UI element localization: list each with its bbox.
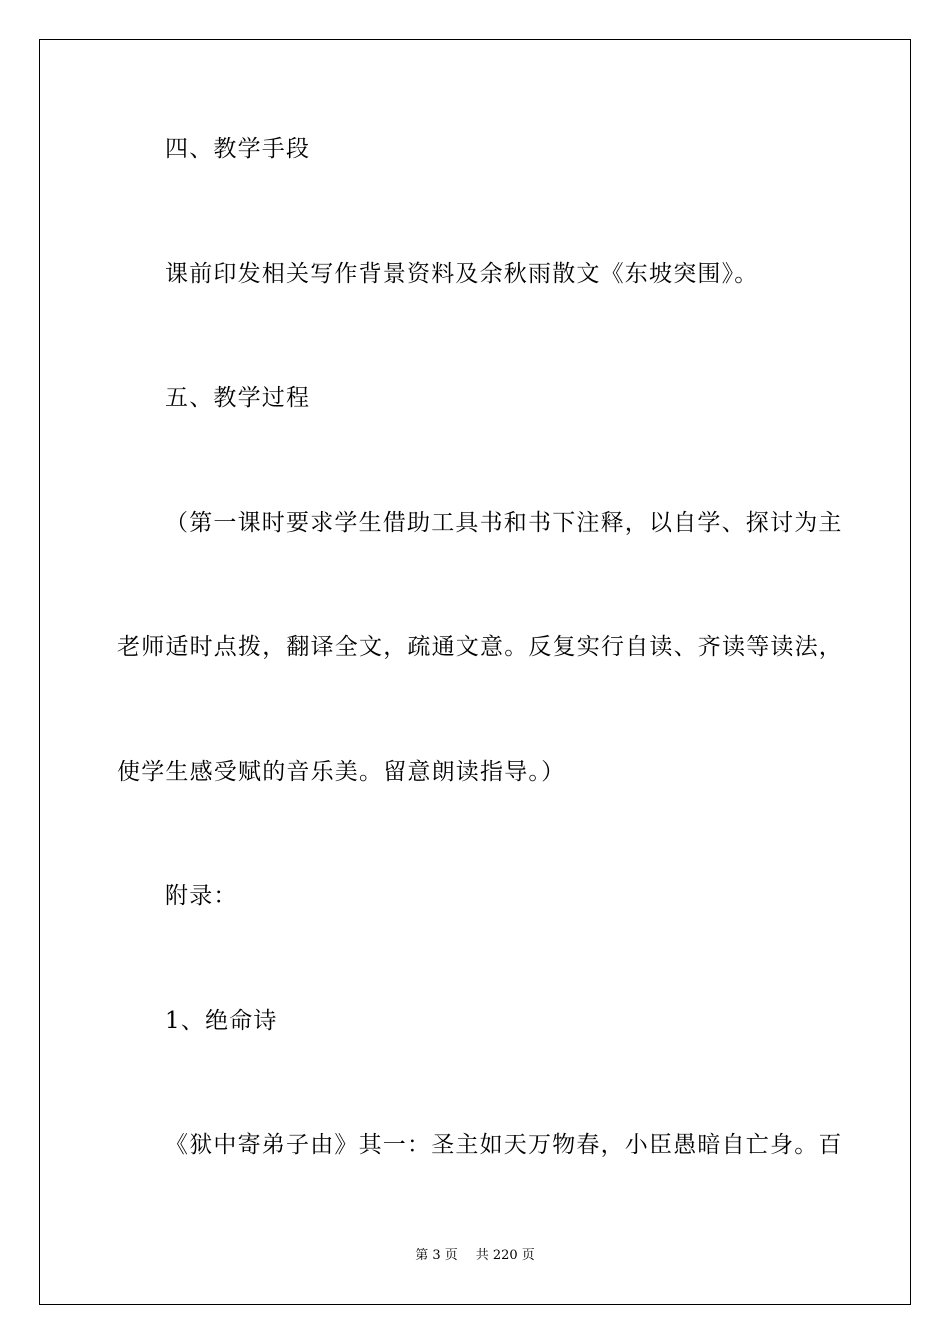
page-border <box>39 39 911 1305</box>
section-heading-teaching-process: 五、教学过程 <box>165 385 311 411</box>
poem-line: 《狱中寄弟子由》其一：圣主如天万物春，小臣愚暗自亡身。百 <box>165 1132 843 1158</box>
paragraph-materials: 课前印发相关写作背景资料及余秋雨散文《东坡突围》。 <box>165 261 759 287</box>
page-number: 第 3 页 <box>415 1248 458 1263</box>
appendix-heading: 附录： <box>165 883 238 909</box>
page-footer <box>0 1247 950 1265</box>
paragraph-first-lesson-cont-2: 使学生感受赋的音乐美。留意朗读指导。） <box>117 759 566 785</box>
total-pages: 共 220 页 <box>475 1248 535 1263</box>
appendix-item-heading: 1、绝命诗 <box>165 1008 278 1034</box>
paragraph-first-lesson-cont-1: 老师适时点拨，翻译全文，疏通文意。反复实行自读、齐读等读法， <box>117 634 843 660</box>
paragraph-first-lesson: （第一课时要求学生借助工具书和书下注释，以自学、探讨为主 <box>165 510 843 536</box>
section-heading-teaching-means: 四、教学手段 <box>165 136 311 162</box>
